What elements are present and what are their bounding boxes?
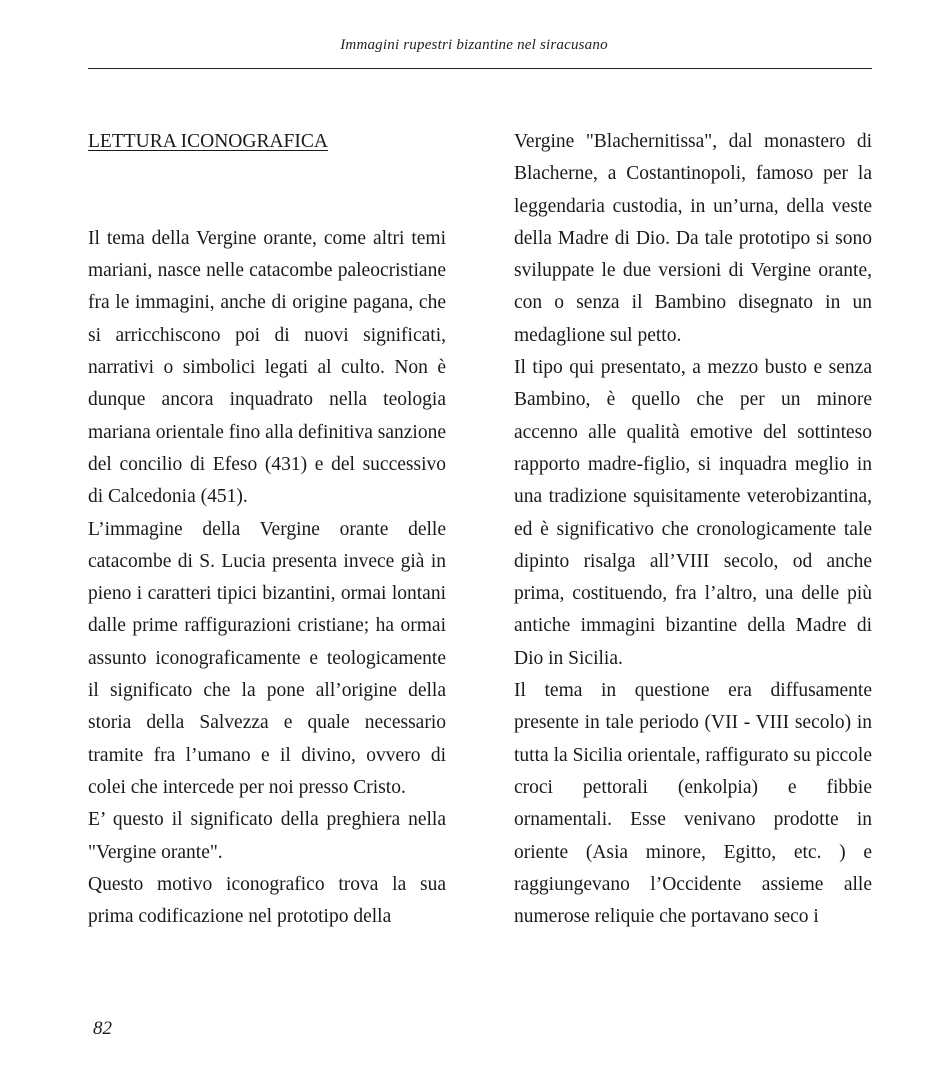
running-header: Immagini rupestri bizantine nel siracusano <box>340 37 608 53</box>
left-column <box>88 126 446 933</box>
paragraph: Il tipo qui presentato, a mezzo busto e senza Bambino, è quello che per un minore accenno alle qualità emotive del sottinteso rapporto madre-figlio, si inquadra meglio in una tradizione squisitamente veterobizantina, ed è significativo che cronologicamente tale dipinto risalga all’VIII secolo, od anche prima, costituendo, fra l’altro, una delle più antiche immagini bizantine della Madre di Dio in Sicilia. <box>514 357 872 669</box>
page-number: 82 <box>93 1018 112 1039</box>
paragraph: Il tema in questione era diffusamente presente in tale periodo (VII - VIII secolo) in tutta la Sicilia orientale, raffigurato su piccole croci pettorali (enkolpia) e fibbie ornamentali. Esse venivano prodotte in oriente (Asia minore, Egitto, etc. ) e raggiungevano l’Occidente assieme alle numerose reliquie che portavano seco i <box>514 680 872 928</box>
right-column <box>514 126 872 933</box>
section-heading: LETTURA ICONOGRAFICA <box>88 131 328 152</box>
paragraph: E’ questo il significato della preghiera nella "Vergine orante". <box>88 809 446 863</box>
paragraph: Vergine "Blachernitissa", dal monastero di Blacherne, a Costantinopoli, famoso per la leggendaria custodia, in un’urna, della veste della Madre di Dio. Da tale prototipo si sono sviluppate le due versioni di Vergine orante, con o senza il Bambino disegnato in un medaglione sul petto. <box>514 131 872 346</box>
paragraph: Il tema della Vergine orante, come altri temi mariani, nasce nelle catacombe paleocristiane fra le immagini, anche di origine pagana, che si arricchiscono poi di nuovi significati, narrativi o simbolici legati al culto. Non è dunque ancora inquadrato nella teologia mariana orientale fino alla definitiva sanzione del concilio di Efeso (431) e del successivo di Calcedonia (451). <box>88 227 446 508</box>
heading-spacer <box>88 158 446 223</box>
paragraph: Questo motivo iconografico trova la sua prima codificazione nel prototipo della <box>88 873 446 928</box>
paragraph: L’immagine della Vergine orante delle catacombe di S. Lucia presenta invece già in pieno i caratteri tipici bizantini, ormai lontani dalle prime raffigurazioni cristiane; ha ormai assunto iconograficamente e teologicamente il significato che la pone all’origine della storia della Salvezza e quale necessario tramite fra l’umano e il divino, ovvero di colei che intercede per noi presso Cristo. <box>88 518 446 798</box>
header-rule <box>88 68 872 69</box>
